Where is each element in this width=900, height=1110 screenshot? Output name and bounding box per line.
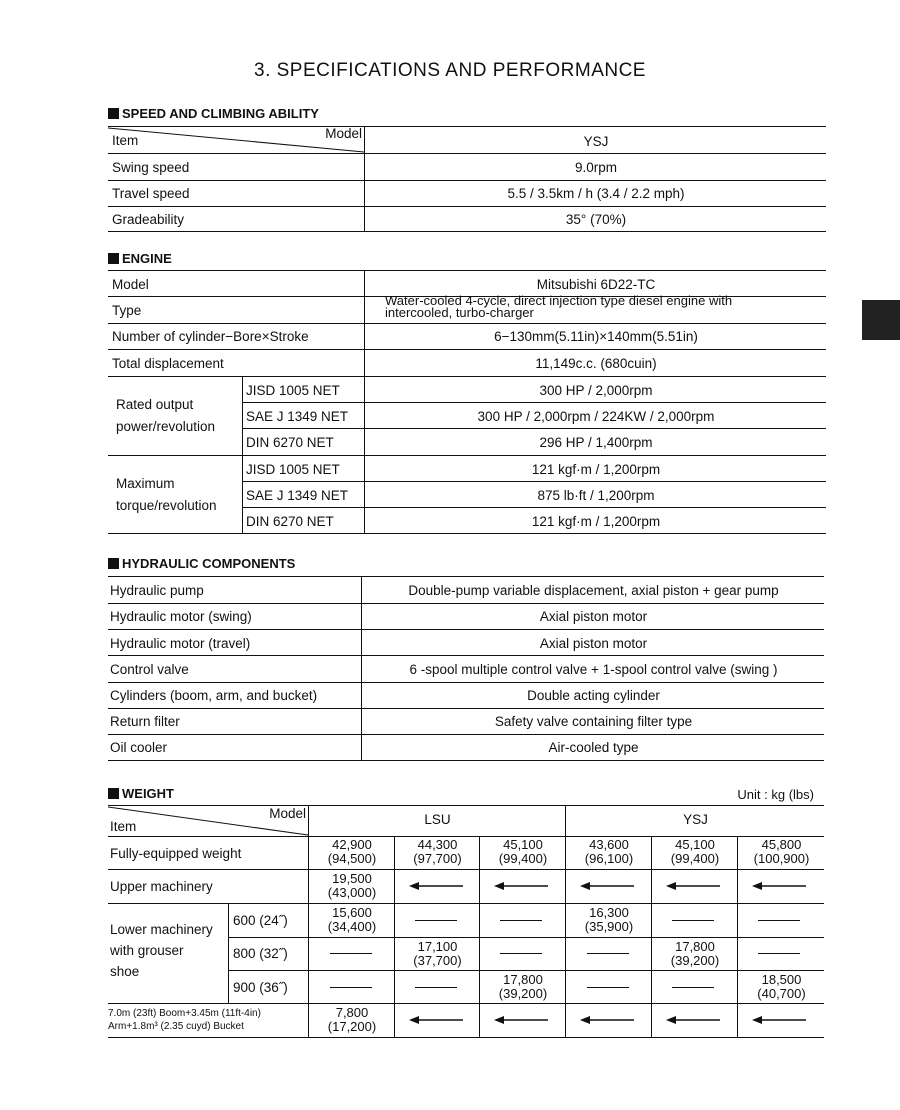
engine-displacement-value: 11,149c.c. (680cuin) bbox=[535, 356, 657, 371]
not-applicable-dash bbox=[330, 987, 372, 988]
weight-cell: 7,800 (17,200) bbox=[327, 1005, 377, 1034]
weight-cell: 18,500 (40,700) bbox=[757, 972, 806, 1001]
col-header-item: Item bbox=[110, 819, 137, 834]
shoe-width-label: 800 (32˝) bbox=[233, 946, 288, 961]
torque-value: 121 kgf·m / 1,200rpm bbox=[531, 462, 661, 477]
hydraulic-row-label: Control valve bbox=[110, 662, 189, 677]
engine-type-value-line2: intercooled, turbo-charger bbox=[385, 305, 534, 320]
standard-label: DIN 6270 NET bbox=[246, 435, 334, 450]
weight-cell: 17,800 (39,200) bbox=[498, 972, 548, 1001]
weight-cell: 19,500 (43,000) bbox=[327, 871, 377, 900]
rated-output-label: power/revolution bbox=[116, 419, 216, 434]
hydraulic-row-value: Safety valve containing filter type bbox=[494, 714, 693, 729]
not-applicable-dash bbox=[415, 987, 457, 988]
lower-machinery-label: Lower machinery bbox=[110, 922, 213, 937]
weight-cell: 45,100 (99,400) bbox=[670, 837, 720, 866]
section-heading-hydraulic: HYDRAULIC COMPONENTS bbox=[108, 556, 295, 571]
weight-cell: 16,300 (35,900) bbox=[584, 905, 634, 934]
group-header-lsu: LSU bbox=[424, 812, 451, 827]
section-heading-weight: WEIGHT bbox=[108, 786, 174, 801]
row-value: 9.0rpm bbox=[574, 160, 618, 175]
hydraulic-row-label: Hydraulic motor (swing) bbox=[110, 609, 252, 624]
same-as-left-arrow bbox=[494, 1013, 550, 1027]
same-as-left-arrow bbox=[666, 879, 722, 893]
same-as-left-arrow bbox=[409, 1013, 465, 1027]
row-label: Travel speed bbox=[112, 186, 190, 201]
hydraulic-row-label: Hydraulic motor (travel) bbox=[110, 636, 251, 651]
weight-cell: 45,100 (99,400) bbox=[498, 837, 548, 866]
standard-label: JISD 1005 NET bbox=[246, 383, 340, 398]
group-header-ysj: YSJ bbox=[683, 812, 708, 827]
page-tab-marker bbox=[862, 300, 900, 340]
col-header-model: Model bbox=[269, 806, 306, 821]
weight-cell: 17,800 (39,200) bbox=[670, 939, 720, 968]
not-applicable-dash bbox=[587, 953, 629, 954]
not-applicable-dash bbox=[672, 987, 714, 988]
standard-label: SAE J 1349 NET bbox=[246, 488, 349, 503]
row-label: Swing speed bbox=[112, 160, 190, 175]
engine-model-value: Mitsubishi 6D22-TC bbox=[536, 277, 656, 292]
unit-label: Unit : kg (lbs) bbox=[737, 787, 814, 802]
engine-cylinder-label: Number of cylinder−Bore×Stroke bbox=[112, 329, 309, 344]
hydraulic-row-value: Double acting cylinder bbox=[527, 688, 660, 703]
boom-arm-bucket-label: Arm+1.8m³ (2.35 cuyd) Bucket bbox=[108, 1021, 244, 1032]
weight-cell: 15,600 (34,400) bbox=[327, 905, 377, 934]
weight-cell: 17,100 (37,700) bbox=[413, 939, 462, 968]
rated-value: 300 HP / 2,000rpm bbox=[539, 383, 653, 398]
section-heading-speed: SPEED AND CLIMBING ABILITY bbox=[108, 106, 319, 121]
hydraulic-row-value: Air-cooled type bbox=[548, 740, 639, 755]
weight-cell: 44,300 (97,700) bbox=[413, 837, 462, 866]
same-as-left-arrow bbox=[666, 1013, 722, 1027]
same-as-left-arrow bbox=[580, 879, 636, 893]
not-applicable-dash bbox=[415, 920, 457, 921]
standard-label: DIN 6270 NET bbox=[246, 514, 334, 529]
not-applicable-dash bbox=[672, 920, 714, 921]
not-applicable-dash bbox=[500, 953, 542, 954]
weight-cell: 43,600 (96,100) bbox=[584, 837, 634, 866]
upper-machinery-label: Upper machinery bbox=[110, 879, 213, 894]
hydraulic-row-label: Oil cooler bbox=[110, 740, 168, 755]
rated-output-label: Rated output bbox=[116, 397, 194, 412]
rated-value: 296 HP / 1,400rpm bbox=[539, 435, 653, 450]
not-applicable-dash bbox=[330, 953, 372, 954]
same-as-left-arrow bbox=[752, 1013, 808, 1027]
rated-value: 300 HP / 2,000rpm / 224KW / 2,000rpm bbox=[477, 409, 715, 424]
hydraulic-row-value: 6 -spool multiple control valve + 1-spool control valve (swing ) bbox=[409, 662, 778, 677]
torque-value: 121 kgf·m / 1,200rpm bbox=[531, 514, 661, 529]
same-as-left-arrow bbox=[494, 879, 550, 893]
boom-arm-bucket-label: 7.0m (23ft) Boom+3.45m (11ft-4in) bbox=[108, 1008, 261, 1019]
not-applicable-dash bbox=[758, 953, 800, 954]
row-value: 5.5 / 3.5km / h (3.4 / 2.2 mph) bbox=[507, 186, 685, 201]
weight-cell: 42,900 (94,500) bbox=[327, 837, 377, 866]
col-header-model: Model bbox=[325, 126, 362, 141]
standard-label: JISD 1005 NET bbox=[246, 462, 340, 477]
not-applicable-dash bbox=[587, 987, 629, 988]
fully-equipped-label: Fully-equipped weight bbox=[110, 846, 242, 861]
row-label: Gradeability bbox=[112, 212, 185, 227]
col-header-item: Item bbox=[112, 133, 139, 148]
same-as-left-arrow bbox=[580, 1013, 636, 1027]
hydraulic-row-label: Return filter bbox=[110, 714, 180, 729]
row-value: 35° (70%) bbox=[565, 212, 627, 227]
page-title: 3. SPECIFICATIONS AND PERFORMANCE bbox=[254, 60, 646, 81]
lower-machinery-label: with grouser bbox=[110, 943, 184, 958]
hydraulic-row-label: Hydraulic pump bbox=[110, 583, 204, 598]
engine-displacement-label: Total displacement bbox=[112, 356, 224, 371]
engine-type-value-line1: Water-cooled 4-cycle, direct injection type diesel engine with bbox=[385, 293, 733, 308]
torque-label: Maximum bbox=[116, 476, 175, 491]
not-applicable-dash bbox=[500, 920, 542, 921]
lower-machinery-label: shoe bbox=[110, 964, 140, 979]
hydraulic-row-label: Cylinders (boom, arm, and bucket) bbox=[110, 688, 318, 703]
not-applicable-dash bbox=[758, 920, 800, 921]
section-heading-engine: ENGINE bbox=[108, 251, 172, 266]
torque-label: torque/revolution bbox=[116, 498, 217, 513]
standard-label: SAE J 1349 NET bbox=[246, 409, 349, 424]
engine-type-label: Type bbox=[112, 303, 142, 318]
engine-cylinder-value: 6−130mm(5.11in)×140mm(5.51in) bbox=[494, 329, 698, 344]
hydraulic-row-value: Axial piston motor bbox=[539, 609, 648, 624]
weight-cell: 45,800 (100,900) bbox=[753, 837, 810, 866]
hydraulic-row-value: Double-pump variable displacement, axial piston + gear pump bbox=[408, 583, 779, 598]
torque-value: 875 lb·ft / 1,200rpm bbox=[537, 488, 655, 503]
same-as-left-arrow bbox=[752, 879, 808, 893]
shoe-width-label: 600 (24˝) bbox=[233, 913, 288, 928]
same-as-left-arrow bbox=[409, 879, 465, 893]
model-value: YSJ bbox=[583, 134, 609, 149]
engine-model-label: Model bbox=[112, 277, 149, 292]
hydraulic-row-value: Axial piston motor bbox=[539, 636, 648, 651]
shoe-width-label: 900 (36˝) bbox=[233, 980, 288, 995]
